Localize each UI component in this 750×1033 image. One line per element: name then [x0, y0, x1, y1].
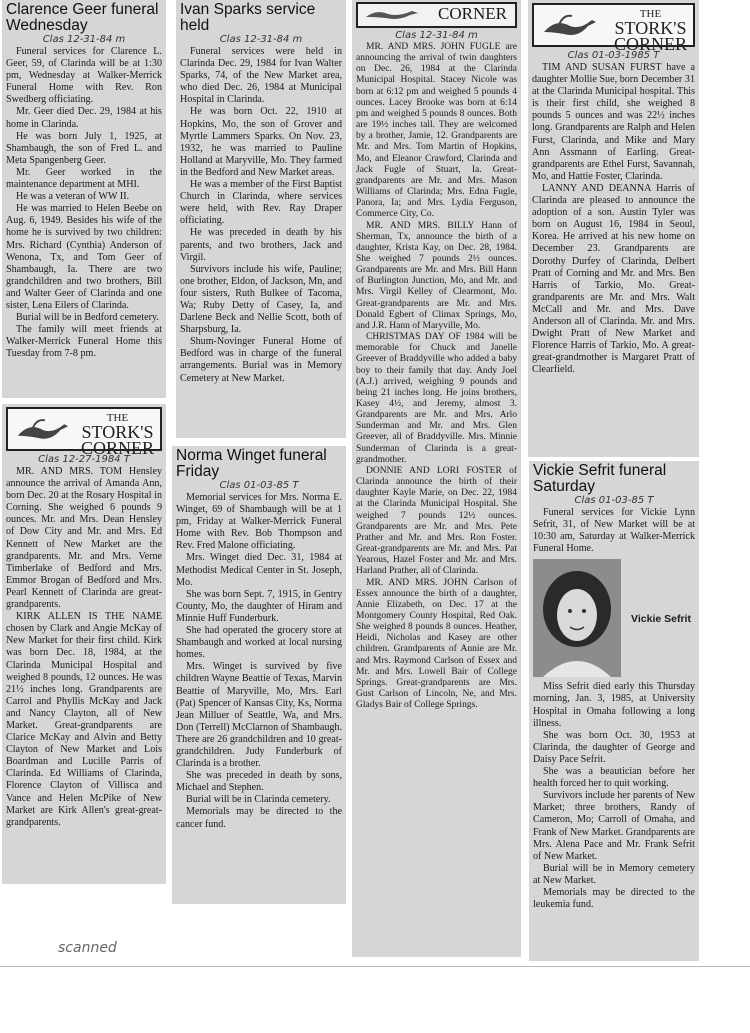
banner-line: THE — [106, 412, 129, 424]
stork-icon — [362, 5, 422, 23]
paragraph: LANNY AND DEANNA Harris of Clarinda are pleased to announce the adoption of a son. Austin Tyler was born on August 16, 1984 in Seoul, Korea. He arrived at his new home on December 23. Grandparents are Dorothy Durfey of Clarinda, Delbert Pratt of Corning and Mr. and Mrs. Ben Harris of Tarkio, Mo. Great-grandparents are Mr. and Mrs. Walt McCall and Mr. and Mrs. Dave Anderson all of Clarinda. Mr. and Mrs. Dwight Pratt of New Market and Florence Harris of Tarkio, Mo. A great-great-grandmother is Margaret Pratt of Clearfield. — [532, 182, 695, 376]
paragraph: She was preceded in death by sons, Michael and Stephen. — [176, 770, 342, 794]
paragraph: He was born Oct. 22, 1910 at Hopkins, Mo, the son of Grover and Myrtle Lammers Sparks. On Nov. 23, 1932, he was married to Pauline Holland at Maryville, Mo. They farmed in the Bedford and New Market areas. — [180, 106, 342, 178]
paragraph: Burial will be in Clarinda cemetery. — [186, 794, 331, 806]
photo-caption: Vickie Sefrit — [631, 613, 691, 626]
paragraph: Mrs. Winget is survived by five children Wayne Beattie of Texas, Marvin Beattie of Maryville, Mo, Mrs. Earl (Pat) Spencer of Kansas City, Ks, Norma Jean Milluer of Seattle, Wa, and Mrs. Don (Terrell) McClarnon of Shambaugh. There are 26 grandchildren and 10 great-grandchildren. Judy Funderburk of Clarinda is a brother. — [176, 661, 342, 770]
corner-banner-title — [614, 8, 687, 52]
stork-icon — [12, 412, 72, 448]
handwritten-date: Clas 12-27-1984 T — [38, 454, 130, 465]
corner-banner-title — [81, 412, 154, 456]
headline: Clarence Geer funeral Wednesday — [6, 1, 159, 34]
paragraph: KIRK ALLEN IS THE NAME chosen by Clark and Angie McKay of New Market for their first child. Kirk was born Dec. 18, 1984, at the Clarinda Municipal Hospital and weighed 8 pounds, 12 ounces. He was 21½ inches long. Grandparents are Carrol and Phyllis McKay and Jack and Nancy Clayton, all of New Market. Great-grandparents are Clarice McKay and Alvin and Betty Clayton of New Market and Lois Boardman and Lucille Parris of Clarinda. Ed Williams of Clarinda, Florence Clayton of Villisca and Vance and Helen McPike of New Market are Kirk Allen's great-great-grandparents. — [6, 611, 162, 828]
paragraph: MR. AND MRS. JOHN Carlson of Essex announce the birth of a daughter, Annie Elizabeth, on Dec. 17 at the Montgomery County Hospital, Red Oak. She weighed 8 pounds 8 ounces. Heather, Heidi, Nicholas and Kasey are other children. Grandparents of Annie are Mr. and Mrs. Raymond Carlson of Essex and Mr. and Mrs. Lowell Bair of College Springs. Great-grandparents are Mrs. Gust Carlson of Lincoln, Ne, and Mrs. Gladys Bair of College Springs. — [356, 577, 517, 711]
paragraph: Memorials may be directed to the leukemia fund. — [533, 886, 695, 911]
handwritten-date: Clas 12-31-84 m — [395, 30, 478, 41]
paragraph: Shum-Novinger Funeral Home of Bedford was in charge of the funeral arrangements. Burial was in Memory Cemetery at New Market. — [180, 336, 342, 384]
banner-line: STORK'S — [614, 18, 687, 38]
portrait-photo — [533, 559, 621, 677]
clipping-geer — [2, 0, 166, 398]
clipping-storks-corner-3 — [2, 404, 166, 884]
paragraph: Funeral services were held in Clarinda Dec. 29, 1984 for Ivan Walter Sparks, 74, of the New Market area, who died Dec. 26, 1984 at Municipal Hospital in Clarinda. — [180, 46, 342, 106]
handwritten-date: Clas 12-31-84 m — [42, 34, 126, 45]
clipping-storks-corner-2 — [528, 0, 699, 457]
paragraph: She had operated the grocery store at Shambaugh and worked at local nursing homes. — [176, 625, 342, 661]
paragraph: Survivors include her parents of New Market; three brothers, Randy of Cameron, Mo; Carroll of Omaha, and Frank of New Market. Grandparents are Mrs. Alena Pace and Mr. Frank Sefrit of New Market. — [533, 790, 695, 862]
headline: Ivan Sparks service held — [180, 1, 316, 34]
paragraph: He was a member of the First Baptist Church in Clarinda, where services were held, with Rev. Ray Draper officiating. — [180, 179, 342, 227]
paragraph: Miss Sefrit died early this Thursday morning, Jan. 3, 1985, at University Hospital in Omaha following a long illness. — [533, 681, 695, 729]
paragraph: He was born July 1, 1925, at Shambaugh, the son of Fred L. and Meta Spangenberg Geer. — [6, 130, 162, 166]
page-divider — [0, 966, 750, 967]
clipping-sparks — [176, 0, 346, 438]
paragraph: CHRISTMAS DAY OF 1984 will be memorable for Chuck and Janelle Greever of Braddyville who added a baby boy to their family that day. Andy Joel (A.J.) arrived, weighing 9 pounds and being 21 inches long. He joins brothers, Kasey 4½, and Jeremy, almost 3. Grandparents are Mr. and Mrs. Arlo Sunderman and Mr. and Mrs. Glen Greever, all of Braddyville. Mrs. Minnie Sunderman of Clarinda is a great-grandmother. — [356, 332, 517, 465]
scanned-note: scanned — [58, 940, 117, 956]
paragraph: He was preceded in death by his parents, and two brothers, Jack and Virgil. — [180, 227, 342, 263]
banner-line: CORNER — [80, 438, 154, 458]
paragraph: Burial will be in Bedford cemetery. — [16, 312, 159, 324]
handwritten-date: Clas 01-03-85 T — [219, 480, 299, 491]
portrait-icon — [533, 559, 621, 677]
paragraph: Mr. Geer worked in the maintenance department at MHI. — [6, 166, 162, 191]
banner-line: CORNER — [613, 34, 687, 54]
paragraph: TIM AND SUSAN FURST have a daughter Mollie Sue, born December 31 at the Clarinda Municipal hospital. This is their first child, she weighed 8 pounds 5 ounces and was 22½ inches long. Grandparents are Ralph and Helen Furst, Clarinda, and Mike and Mary Ann Assmann of Earling. Great-grandparents are Ethel Furst, Savannah, Mo, and Hattie Foster, Clarinda. — [532, 62, 695, 182]
paragraph: Funeral services for Vickie Lynn Sefrit, 31, of New Market will be at 10:30 am, Saturday at Walker-Merrick Funeral Home. — [533, 507, 695, 555]
paragraph: The family will meet friends at Walker-Merrick Funeral Home this Tuesday from 7-8 pm. — [6, 324, 162, 360]
corner-banner — [532, 3, 695, 54]
clipping-storks-corner-1 — [352, 0, 521, 957]
headline: Vickie Sefrit funeral Saturday — [533, 462, 667, 495]
corner-banner — [356, 2, 517, 28]
paragraph: She was born Sept. 7, 1915, in Gentry County, Mo, the daughter of Hiram and Minnie Huff Funderburk. — [176, 588, 342, 624]
paragraph: Funeral services for Clarence L. Geer, 59, of Clarinda will be at 1:30 pm, Wednesday at Walker-Merrick Funeral Home with Rev. Ron Swedberg officiating. — [6, 46, 162, 106]
paragraph: He was married to Helen Beebe on Aug. 6, 1949. Besides his wife of the home he is survived by two children: Mrs. Richard (Cynthia) Anderson of Wenona, Tx, and Tom Geer of Shambaugh, Ia. There are two grandchildren and two brothers, Bill and Walter Geer of Clarinda and one sister, Lena Eilers of Clarinda. — [6, 203, 162, 311]
paragraph: MR. AND MRS. TOM Hensley announce the arrival of Amanda Ann, born Dec. 20 at the Rosary Hospital in Corning. She weighed 6 pounds 9 ounces. Mr. and Mrs. Dean Hensley of Dow City and Mr. and Mrs. Ed Kennett of New Market are the grandparents. Mr. and Mrs. Verne Timberlake of Bedford and Mrs. Emmor Brogan of Bedford and Mrs. Pearl Kennett of Clarinda are great-grandparents. — [6, 466, 162, 611]
headline: Norma Winget funeral Friday — [176, 447, 327, 480]
paragraph: She was born Oct. 30, 1953 at Clarinda, the daughter of George and Daisy Pace Sefrit. — [533, 729, 695, 765]
paragraph: Mr. Geer died Dec. 29, 1984 at his home in Clarinda. — [6, 106, 162, 130]
paragraph: She was a beautician before her health forced her to quit working. — [533, 766, 695, 790]
paragraph: Burial will be in Memory cemetery at New Market. — [533, 862, 695, 886]
paragraph: MR. AND MRS. JOHN FUGLE are announcing the arrival of twin daughters on Dec. 26, 1984 at the Clarinda Municipal Hospital. Stacey Nicole was born at 6:12 pm and weighed 5 pounds 4 ounces. Lacey Brooke was born at 6:14 pm and weighed 5 pounds 8 ounces. Both are 19½ inches tall. They are welcomed by a brother, Jamie, 12. Grandparents are Mr. and Mrs. Tom Martin of Hopkins, Mo, and Eleanor Crawford, Clarinda and Jack Fugle of Stuart, Ia. Great-grandparents are Mr. and Mrs. Mason Williams of Clarinda; Mrs. Edna Fugle, Panora, Ia; and Mrs. Lydia Ferguson, Commerce City, Co. — [356, 42, 517, 220]
handwritten-date: Clas 01-03-1985 T — [567, 50, 660, 61]
banner-line: STORK'S — [81, 422, 154, 442]
paragraph: MR. AND MRS. BILLY Hann of Sherman, Tx, announce the birth of a daughter, Krista Kay, on Dec. 28, 1984. She weighed 7 pounds 2½ ounces. Grandparents are Mr. and Mrs. Bill Hann of Burlington Junction, Mo, and Mr. and Mrs. Virgil Kelley of Clearmont, Mo. Great-grandparents are Mr. and Mrs. Donald Egbert of Climax Springs, Mo, and J.R. Hann of Maryville, Mo. — [356, 220, 517, 331]
paragraph: DONNIE AND LORI FOSTER of Clarinda announce the birth of their daughter Kayle Marie, on Dec. 22, 1984 at the Clarinda Municipal Hospital. She weighed 7 pounds 12½ ounces. Grandparents are Mr. and Mrs. Pete Prather and Mr. and Mrs. Ron Foster. Great-grandparents are Mr. and Mrs. Pat Yearous, Hazel Foster and Mr. and Mrs. Harland Prather, all of Clarinda. — [356, 465, 517, 577]
clipping-winget — [172, 446, 346, 904]
paragraph: He was a veteran of WW II. — [16, 191, 130, 203]
paragraph: Survivors include his wife, Pauline; one brother, Eldon, of Jackson, Mn, and four sisters, Ruth Bulkee of Tacoma, Wa; Ruby Detty of Casey, Ia, and Darlene Beck and Nellie Scott, both of Sharpsburg, Ia. — [180, 263, 342, 336]
corner-banner — [6, 407, 162, 458]
paragraph: Memorials may be directed to the cancer fund. — [176, 806, 342, 830]
paragraph: Memorial services for Mrs. Norma E. Winget, 69 of Shambaugh will be at 1 pm, Friday at Walker-Merrick Funeral Home with Rev. Bob Thompson and Rev. Fred Malone officiating. — [176, 492, 342, 552]
clipping-sefrit — [529, 461, 699, 961]
handwritten-date: Clas 12-31-84 m — [219, 34, 303, 45]
corner-banner-title: CORNER — [438, 4, 507, 23]
photo-block — [533, 557, 695, 681]
handwritten-date: Clas 01-03-85 T — [574, 495, 654, 506]
paragraph: Mrs. Winget died Dec. 31, 1984 at Methodist Medical Center in St. Joseph, Mo. — [176, 552, 342, 588]
banner-line: THE — [639, 8, 662, 20]
stork-icon — [538, 8, 600, 44]
